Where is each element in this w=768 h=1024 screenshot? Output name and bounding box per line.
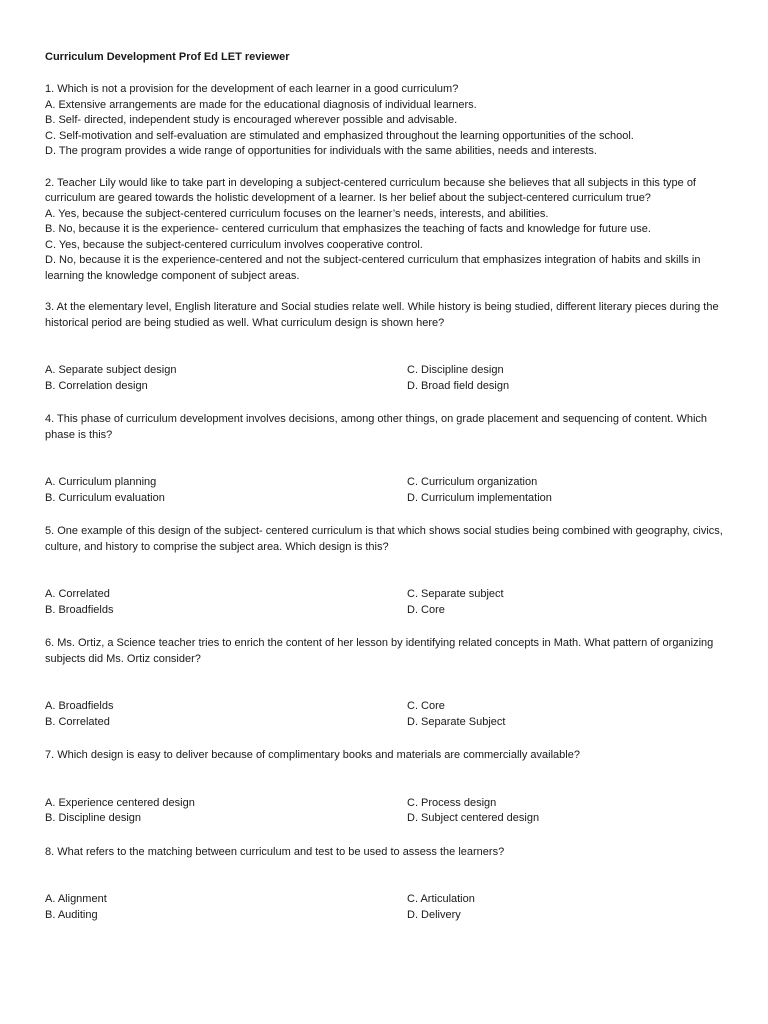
question-2-option-b: B. No, because it is the experience- centered curriculum that emphasizes the teaching of facts and knowledge for future use. (45, 223, 651, 235)
question-7-option-c: C. Process design (407, 796, 497, 809)
question-6-option-b: B. Correlated (45, 715, 110, 728)
question-3-options (45, 363, 725, 394)
question-7-options (45, 796, 725, 827)
question-6-option-c: C. Core (407, 700, 445, 712)
question-5-stem: 5. One example of this design of the subject- centered curriculum is that which shows social studies being combined with geography, civics, culture, and history to comprise the subject area. Which design is this? (45, 525, 723, 553)
question-8-stem: 8. What refers to the matching between curriculum and test to be used to assess the learners? (45, 845, 505, 858)
question-6 (45, 636, 725, 730)
question-8-option-c: C. Articulation (407, 893, 475, 905)
question-5-option-a: A. Correlated (45, 588, 110, 600)
question-1-option-d: D. The program provides a wide range of opportunities for individuals with the same abilities, needs and interests. (45, 145, 597, 157)
question-5-option-c: C. Separate subject (407, 588, 504, 600)
question-6-option-d: D. Separate Subject (407, 715, 506, 728)
document-page (45, 50, 725, 941)
question-7-stem: 7. Which design is easy to deliver because of complimentary books and materials are commercially available? (45, 749, 580, 761)
question-1-option-b: B. Self- directed, independent study is encouraged wherever possible and advisable. (45, 114, 458, 126)
question-7 (45, 748, 725, 827)
question-8-options (45, 892, 725, 923)
question-4-options (45, 475, 725, 506)
question-8-option-b: B. Auditing (45, 908, 98, 921)
question-2-option-d: D. No, because it is the experience-centered and not the subject-centered curriculum that emphasizes integration of habits and skills in learning the knowledge component of subject areas. (45, 254, 701, 282)
question-5-options (45, 587, 725, 618)
question-7-option-b: B. Discipline design (45, 812, 141, 824)
question-4-option-a: A. Curriculum planning (45, 476, 157, 488)
question-4-option-d: D. Curriculum implementation (407, 491, 552, 504)
question-3-option-b: B. Correlation design (45, 379, 148, 392)
question-6-options (45, 699, 725, 730)
question-2 (45, 176, 725, 285)
question-1 (45, 82, 725, 160)
question-2-option-a: A. Yes, because the subject-centered curriculum focuses on the learner’s needs, interests, and abilities. (45, 207, 549, 220)
question-1-stem: 1. Which is not a provision for the development of each learner in a good curriculum? (45, 83, 459, 95)
question-8-option-a: A. Alignment (45, 893, 107, 905)
question-3-option-a: A. Separate subject design (45, 364, 177, 376)
question-4-option-c: C. Curriculum organization (407, 476, 538, 488)
question-2-option-c: C. Yes, because the subject-centered curriculum involves cooperative control. (45, 238, 423, 251)
question-8 (45, 845, 725, 924)
question-3 (45, 300, 725, 394)
question-7-option-a: A. Experience centered design (45, 796, 195, 809)
question-1-option-a: A. Extensive arrangements are made for the educational diagnosis of individual learners. (45, 98, 477, 111)
question-8-option-d: D. Delivery (407, 908, 461, 921)
question-5-option-d: D. Core (407, 603, 445, 616)
question-5 (45, 524, 725, 618)
document-title: Curriculum Development Prof Ed LET reviewer (45, 51, 290, 63)
question-4-option-b: B. Curriculum evaluation (45, 491, 165, 504)
question-6-option-a: A. Broadfields (45, 700, 114, 712)
question-4-stem: 4. This phase of curriculum development involves decisions, among other things, on grade placement and sequencing of content. Which phase is this? (45, 413, 708, 441)
question-7-option-d: D. Subject centered design (407, 812, 540, 824)
question-6-stem: 6. Ms. Ortiz, a Science teacher tries to enrich the content of her lesson by identifying related concepts in Math. What pattern of organizing subjects did Ms. Ortiz consider? (45, 637, 714, 665)
question-3-option-d: D. Broad field design (407, 379, 510, 392)
question-2-stem: 2. Teacher Lily would like to take part in developing a subject-centered curriculum because she believes that all subjects in this type of curriculum are geared towards the holistic development of a learner. Is her belief about the subject-centered curriculum true? (45, 176, 696, 204)
question-4 (45, 412, 725, 506)
question-1-option-c: C. Self-motivation and self-evaluation are stimulated and emphasized throughout the learning opportunities of the school. (45, 129, 634, 142)
question-5-option-b: B. Broadfields (45, 603, 114, 616)
question-3-option-c: C. Discipline design (407, 364, 504, 376)
question-3-stem: 3. At the elementary level, English literature and Social studies relate well. While history is being studied, different literary pieces during the historical period are being studied as well. What curriculum design is shown here? (45, 301, 719, 329)
